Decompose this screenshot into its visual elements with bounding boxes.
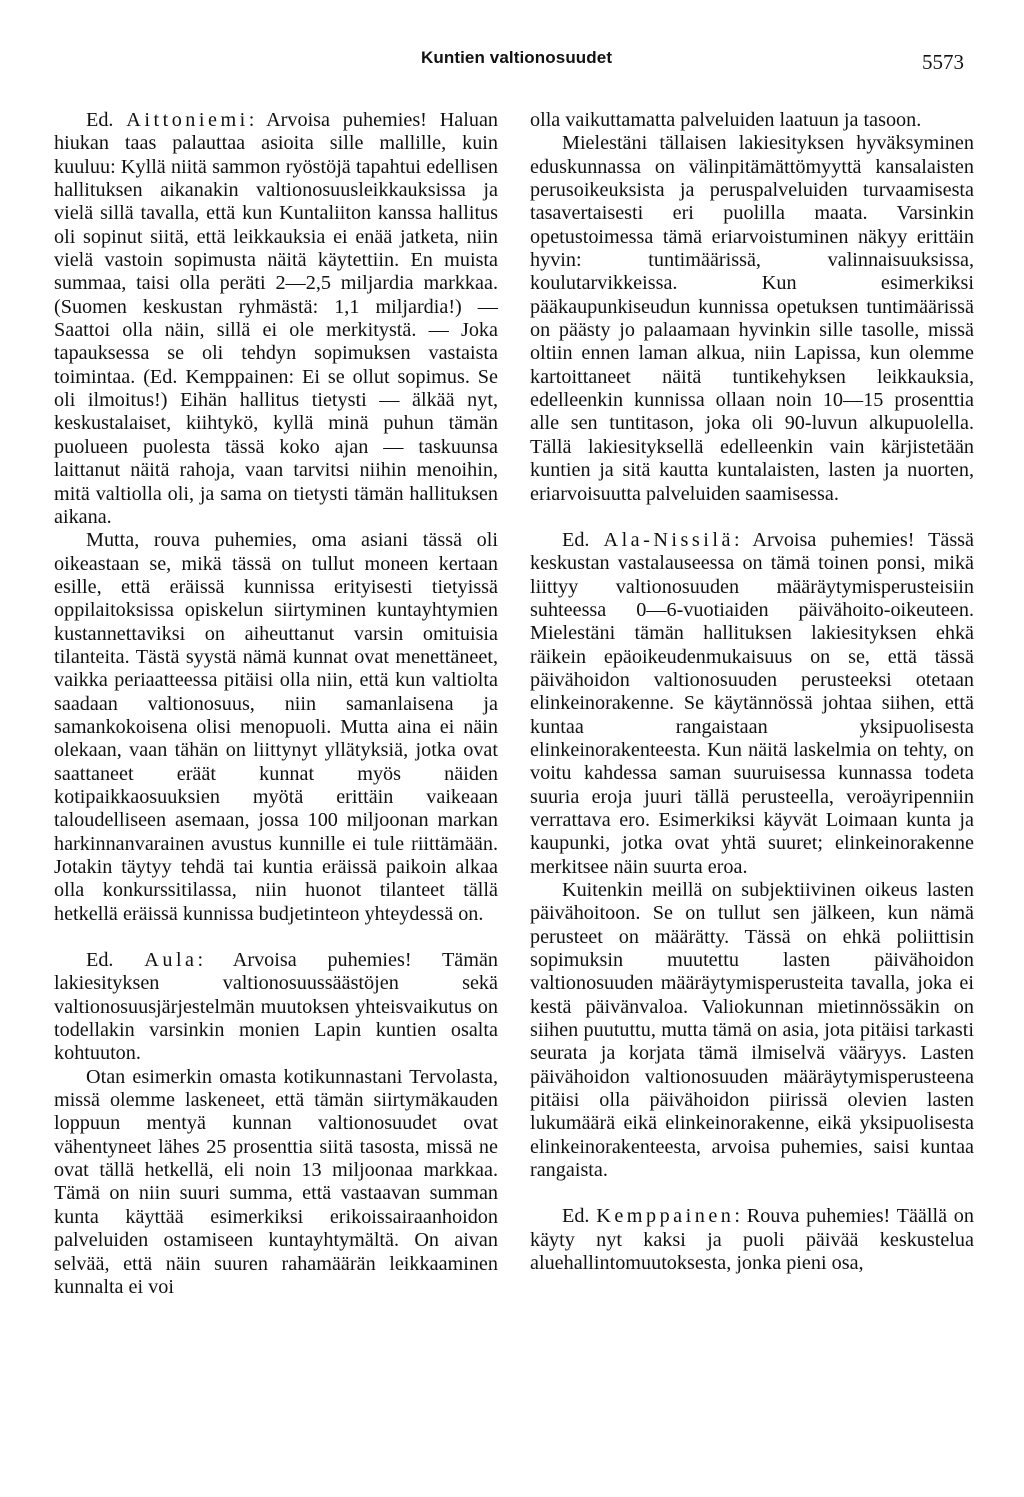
speaker-name-ala-nissila: Ala-Nissilä [603, 528, 734, 551]
speaker-name-aittoniemi: Aittoniemi [126, 109, 249, 131]
speech-aula [54, 949, 498, 1066]
paragraph: Mutta, rouva puhemies, oma asiani tässä oli oikeastaan se, mikä tässä on tullut moneen kertaan esille, että eräissä kunnissa erityisesti tietyissä oppilaitoksissa opiskelun siirtyminen kuntayhtymien kustannettaviksi on aiheuttanut varsin omituisia tilanteita. Tästä syystä nämä kunnat ovat menettäneet, vaikka periaatteessa pitäisi olla niin, että kun valtiolta saadaan valtionosuus, niin samanlaisena ja samankokoisena olisi menopuoli. Mutta aina ei näin olekaan, vaan tähän on liittynyt yllätyksiä, jotka ovat saattaneet eräät kunnat myös näiden kotipaikkaosuuksien myötä erittäin vaikeaan taloudelliseen asemaan, jossa 100 miljoonan markan harkinnanvarainen avustus kunnille ei tule riittämään. Jotakin täytyy tehdä tai kuntia eräissä paikoin alkaa olla konkurssitilassa, niin huonot tilanteet tällä hetkellä eräissä kunnissa budjetinteon yhteydessä on. [54, 529, 498, 925]
speech-text: : Rouva puhemies! Täällä on käyty nyt kaksi ja puoli päivää keskustelua aluehallintomuutoksesta, jonka pieni osa, [530, 1205, 974, 1275]
speech-text: : Arvoisa puhemies! Tässä keskustan vastalauseessa on tämä toinen ponsi, mikä liittyy valtionosuuden määräytymisperusteisiin suhteessa 0—6-vuotiaiden päivähoito-oikeuteen. Mielestäni tämän hallituksen lakiesityksen ehkä räikein epäoikeudenmukaisuus on se, että tässä päivähoidon valtionosuuden perusteeksi otetaan elinkeinorakenne. Se käytännössä johtaa siihen, että kuntaa rangaistaan yksipuolisesta elinkeinorakenteesta. Kun näitä laskelmia on tehty, on voitu kahdessa saman suuruisessa kunnassa todeta suuria eroja juuri tällä perusteella, veroäyripenniin verrattava ero. Esimerkiksi käyvät Loimaan kunta ja kaupunki, jotka ovat yhtä suuret; elinkeinorakenne merkitsee näin suurta eroa. [530, 528, 975, 878]
running-header [0, 48, 1024, 78]
speaker-name-aula: Aula [144, 949, 198, 972]
paragraph: Kuitenkin meillä on subjektiivinen oikeus lasten päivähoitoon. Se on tullut sen jälkeen, kun nämä perusteet on määrätty. Tässä on ehkä poliittisin sopimuksin muutettu lasten päivähoidon valtionosuuden määräytymisperusteita tavalla, joka ei kestä päivänvaloa. Valiokunnan mietinnössäkin on siihen puututtu, mutta tämä on asia, jota pitäisi tarkasti seurata ja korjata tämä ilmiselvä vääryys. Lasten päivähoidon valtionosuuden määräytymisperusteena pitäisi olla päivähoidon piirissä olevien lasten lukumäärä eikä elinkeinorakenne, eikä yksipuolisesta elinkeinorakenteesta, arvoisa puhemies, saisi kuntaa rangaista. [530, 879, 974, 1182]
paragraph: Otan esimerkin omasta kotikunnastani Tervolasta, missä olemme laskeneet, että tämän siirtymäkauden loppuun mentyä kunnan valtionosuudet ovat vähentyneet lähes 25 prosenttia siitä tasosta, missä ne ovat tällä hetkellä, eli noin 13 miljoonaa markkaa. Tämä on niin suuri summa, että vastaavan summan kunta käyttää esimerkiksi erikoissairaanhoidon palveluiden ostamiseen kuntayhtymältä. On aivan selvää, että näin suuren rahamäärän leikkaaminen kunnalta ei voi [54, 1065, 498, 1298]
paragraph: Mielestäni tällaisen lakiesityksen hyväksyminen eduskunnassa on välinpitämättömyyttä kansalaisten perusoikeuksista ja peruspalveluiden turvaamisesta tasavertaisesti eri puolilla maata. Varsinkin opetustoimessa tämä eriarvoistuminen näkyy erittäin hyvin: tuntimäärissä, valinnaisuuksissa, koulutarvikkeissa. Kun esimerkiksi pääkaupunkiseudun kunnissa opetuksen tuntimäärissä on päästy jo palaamaan hyvinkin sille tasolle, missä oltiin ennen laman alkua, niin Lapissa, kun olemme kartoittaneet näitä tuntikehyksen leikkauksia, edelleenkin kunnissa ollaan noin 10—15 prosenttia alle sen tuntitason, joka oli 90-luvun alkupuolella. Tällä lakiesityksellä edelleenkin vain kärjistetään kuntien ja sitä kautta kuntalaisten, lasten ja nuorten, eriarvoisuutta palveluiden saamisessa. [530, 132, 974, 505]
page-number: 5573 [922, 50, 964, 74]
running-title: Kuntien valtionosuudet [421, 48, 613, 67]
speaker-prefix: Ed. [86, 949, 114, 972]
speech-text: : Arvoisa puhemies! Tämän lakiesityksen valtionosuussäästöjen sekä valtionosuusjärjestelmän muutoksen yhteisvaikutus on todellakin varsinkin monien Lapin kuntien osalta kohtuuton. [54, 949, 499, 1065]
speech-kemppainen [530, 1205, 974, 1275]
speech-aittoniemi [54, 109, 498, 529]
speech-text: : Arvoisa puhemies! Haluan hiukan taas palauttaa asioita sille mallille, kuin kuuluu: Kyllä niitä sammon ryöstöjä tapahtui edellisen hallituksen aikanakin valtionosuusleikkauksissa ja vielä sillä tavalla, että kun Kuntaliiton kanssa hallitus oli sopinut siitä, että leikkauksia ei enää jatketa, niin vielä vastoin sopimusta näitä käytettiin. En muista summaa, taisi olla peräti 2—2,5 miljardia markkaa. (Suomen keskustan ryhmästä: 1,1 miljardia!) — Saattoi olla näin, sillä ei ole merkitystä. — Joka tapauksessa se oli tehdyn sopimuksen vastaista toimintaa. (Ed. Kemppainen: Ei se ollut sopimus. Se oli ilmoitus!) Eihän hallitus tietysti — älkää nyt, keskustalaiset, kiihtykö, kyllä minä puhun tämän puolueen puolesta tässä koko ajan — taskuunsa laittanut näitä rahoja, vaan tarvitsi niihin menoihin, mitä valtiolla oli, ja sama on tietysti tämän hallituksen aikana. [54, 109, 499, 528]
speaker-prefix: Ed. [562, 1205, 590, 1228]
right-column [530, 109, 974, 1276]
speaker-prefix: Ed. [86, 109, 114, 131]
speaker-prefix: Ed. [562, 528, 590, 551]
speech-ala-nissila [530, 529, 974, 879]
paragraph-continued: olla vaikuttamatta palveluiden laatuun ja tasoon. [530, 109, 922, 131]
left-column [54, 109, 498, 1299]
speaker-name-kemppainen: Kemppainen [596, 1205, 735, 1228]
